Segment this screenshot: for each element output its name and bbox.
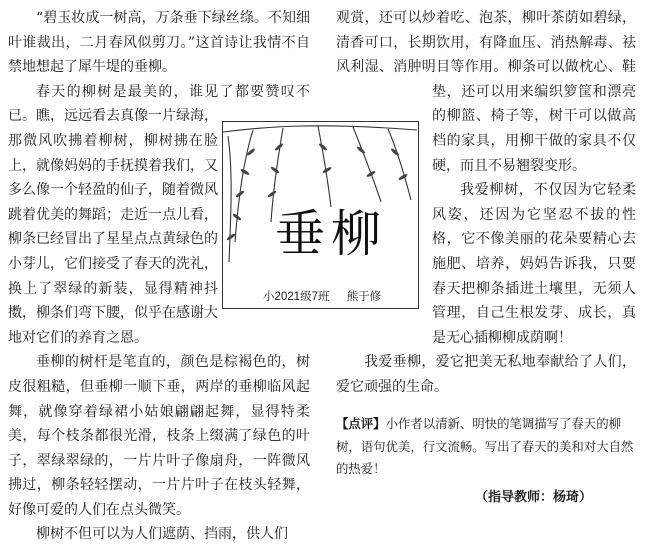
- paragraph-4: 柳树不但可以为人们遮荫、挡雨，供人们: [36, 526, 288, 543]
- paragraph-7: 我爱垂柳，爱它把美无私地奉献给了人们，爱它顽强的生命。: [336, 354, 636, 395]
- paragraph-6: 我爱柳树，不仅因为它轻柔风姿，还因为它坚忍不拔的性格，它不像美丽的花朵要精心去施肥、培养，妈妈告诉我，只要春天把柳条插进土壤里，无须人管理，自己生根发芽、成长，真是无心插柳柳成荫啊！: [432, 182, 636, 346]
- paragraph-5: 观赏，还可以炒着吃、泡茶，柳叶茶荫如碧绿，清香可口，长期饮用，有降血压、消热解毒、祛风利湿、消肿明目等作用。柳条可以做枕心、鞋垫，还可以用来编织箩筐和漂亮的柳篮、椅子等，树干可以做高档的家具，用柳干做的家具不仅硬，而且不易翘裂变形。: [336, 6, 636, 178]
- teacher-credit: （指导教师：杨琦）: [475, 490, 593, 505]
- author-class: 小2021级7班: [263, 291, 330, 303]
- article-title: 垂柳: [275, 205, 387, 263]
- author-name: 熊于修: [346, 291, 382, 303]
- comment-text: 小作者以清新、明快的笔调描写了春天的柳树，语句优美，行文流畅。写出了春天的美和对大自然的热爱！: [336, 416, 634, 476]
- byline: [263, 288, 381, 304]
- comment-label: 【点评】: [336, 416, 386, 431]
- paragraph-2: 春天的柳树是最美的，谁见了都要赞叹不已。瞧，远远看去真像一片绿海，那微风吹拂着柳树，柳树拂在脸上，就像妈妈的手抚摸着我们，又多么像一个轻盈的仙子，随着微风跳着优美的舞蹈；走近一点儿看，柳条已经冒出了星星点点黄绿色的小芽儿，它们接受了春天的洗礼，换上了翠绿的新装，显得精神抖擞，柳条们弯下腰，似乎在感谢大地对它们的养育之恩。: [8, 83, 310, 346]
- title-box: [222, 121, 419, 309]
- editor-comment: [336, 413, 640, 481]
- paragraph-3: 垂柳的树杆是笔直的，颜色是棕褐色的，树皮很粗糙，但垂柳一顺下垂，两岸的垂柳临风起舞，就像穿着绿裙小姑娘翩翩起舞，显得特柔美，每个枝条都很光滑，枝条上缀满了绿色的叶子，翠绿翠绿的，一片片叶子像扇舟，一阵微风拂过，柳条轻轻摆动，一片片叶子在枝头轻舞，好像可爱的人们在点头微笑。: [8, 354, 310, 518]
- paragraph-1: “碧玉妆成一树高，万条垂下绿丝绦。不知细叶谁裁出，二月春风似剪刀。”这首诗让我情不自禁地想起了犀牛堤的垂柳。: [8, 10, 310, 76]
